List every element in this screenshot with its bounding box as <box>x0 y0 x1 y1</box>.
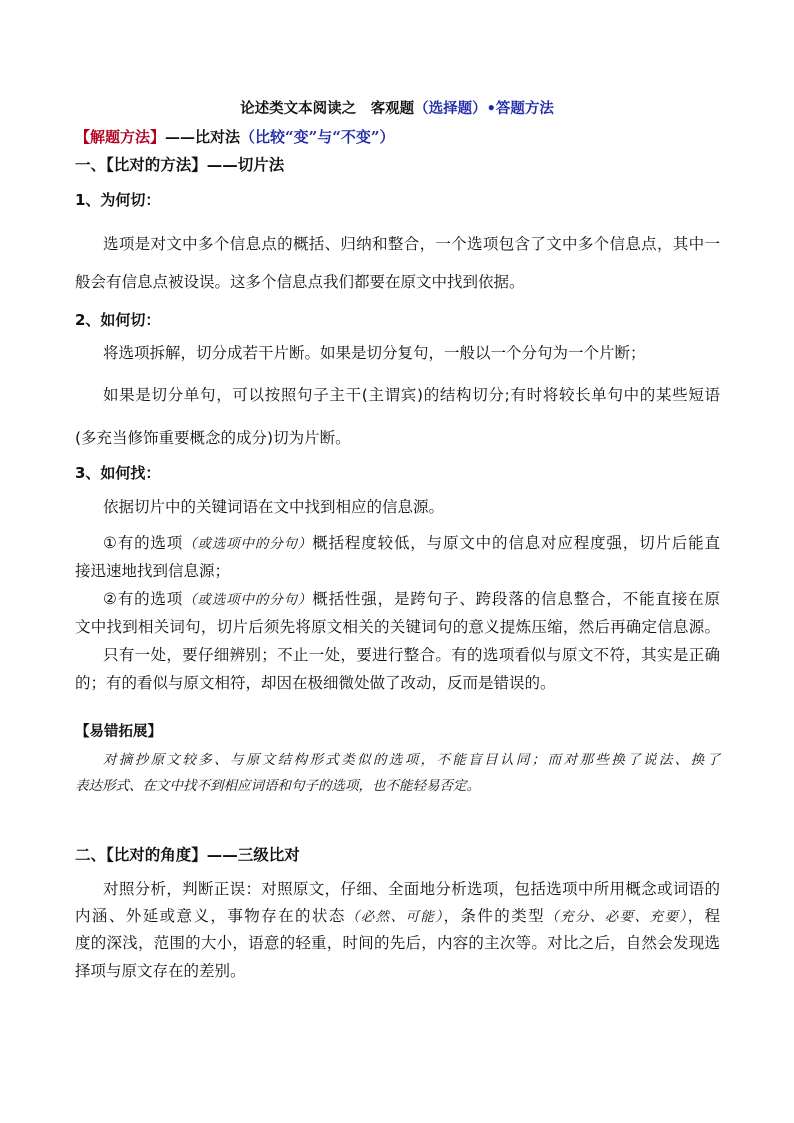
q3-p3-line-2: 的；有的看似与原文相符，却因在极细微处做了改动，反而是错误的。 <box>75 674 556 692</box>
page-title <box>0 97 794 118</box>
method-sub: （比较“变”与“不变”） <box>240 128 395 146</box>
section2-heading: 二、【比对的角度】——三级比对 <box>75 846 300 864</box>
section2-line-3: 度的深浅，范围的大小，语意的轻重，时间的先后，内容的主次等。对比之后，自然会发现选 <box>75 934 720 952</box>
q3-p2-line-2: 文中找到相关词句，切片后须先将原文相关的关键词句的意义提炼压缩，然后再确定信息源。 <box>75 618 720 636</box>
method-bracket: 【解题方法】 <box>75 128 166 146</box>
q3-p3-line-1: 只有一处，要仔细辨别；不止一处，要进行整合。有的选项看似与原文不符，其实是正确 <box>103 646 720 664</box>
q2-line-3: (多充当修饰重要概念的成分)切为片断。 <box>75 429 351 447</box>
tips-heading: 【易错拓展】 <box>75 723 162 740</box>
q3-heading: 3、如何找： <box>75 464 161 482</box>
q3-p1-line-2: 接迅速地找到信息源； <box>75 562 231 580</box>
q1-heading: 1、为何切： <box>75 191 161 209</box>
title-paren: （选择题） <box>414 100 487 117</box>
q2-line-2: 如果是切分单句，可以按照句子主干(主谓宾)的结构切分;有时将较长单句中的某些短语 <box>103 386 720 404</box>
q3-intro: 依据切片中的关键词语在文中找到相应的信息源。 <box>103 498 445 516</box>
q2-heading: 2、如何切： <box>75 311 161 329</box>
section1-heading: 一、【比对的方法】——切片法 <box>75 156 285 174</box>
q1-line-2: 般会有信息点被设误。这多个信息点我们都要在原文中找到依据。 <box>75 273 525 291</box>
q3-p1-line-1: ①有的选项（或选项中的分句）概括程度较低，与原文中的信息对应程度强，切片后能直 <box>103 534 720 552</box>
q3-p2-line-1: ②有的选项（或选项中的分句）概括性强，是跨句子、跨段落的信息整合，不能直接在原 <box>103 590 720 608</box>
method-name: ——比对法 <box>165 128 241 146</box>
method-heading <box>75 127 395 147</box>
tips-line-1: 对摘抄原文较多、与原文结构形式类似的选项，不能盲目认同；而对那些换了说法、换了 <box>103 752 720 768</box>
q1-line-1: 选项是对文中多个信息点的概括、归纳和整合，一个选项包含了文中多个信息点，其中一 <box>103 235 720 253</box>
title-tail: •答题方法 <box>486 100 554 117</box>
section2-line-4: 择项与原文存在的差别。 <box>75 962 246 980</box>
title-main: 论述类文本阅读之 客观题 <box>240 100 415 117</box>
section2-line-2: 内涵、外延或意义，事物存在的状态（必然、可能），条件的类型（充分、必要、充要），程 <box>75 907 720 925</box>
section2-line-1: 对照分析，判断正误：对照原文，仔细、全面地分析选项，包括选项中所用概念或词语的 <box>103 880 720 898</box>
tips-line-2: 表达形式、在文中找不到相应词语和句子的选项，也不能轻易否定。 <box>75 778 480 794</box>
q2-line-1: 将选项拆解，切分成若干片断。如果是切分复句，一般以一个分句为一个片断； <box>103 344 646 362</box>
